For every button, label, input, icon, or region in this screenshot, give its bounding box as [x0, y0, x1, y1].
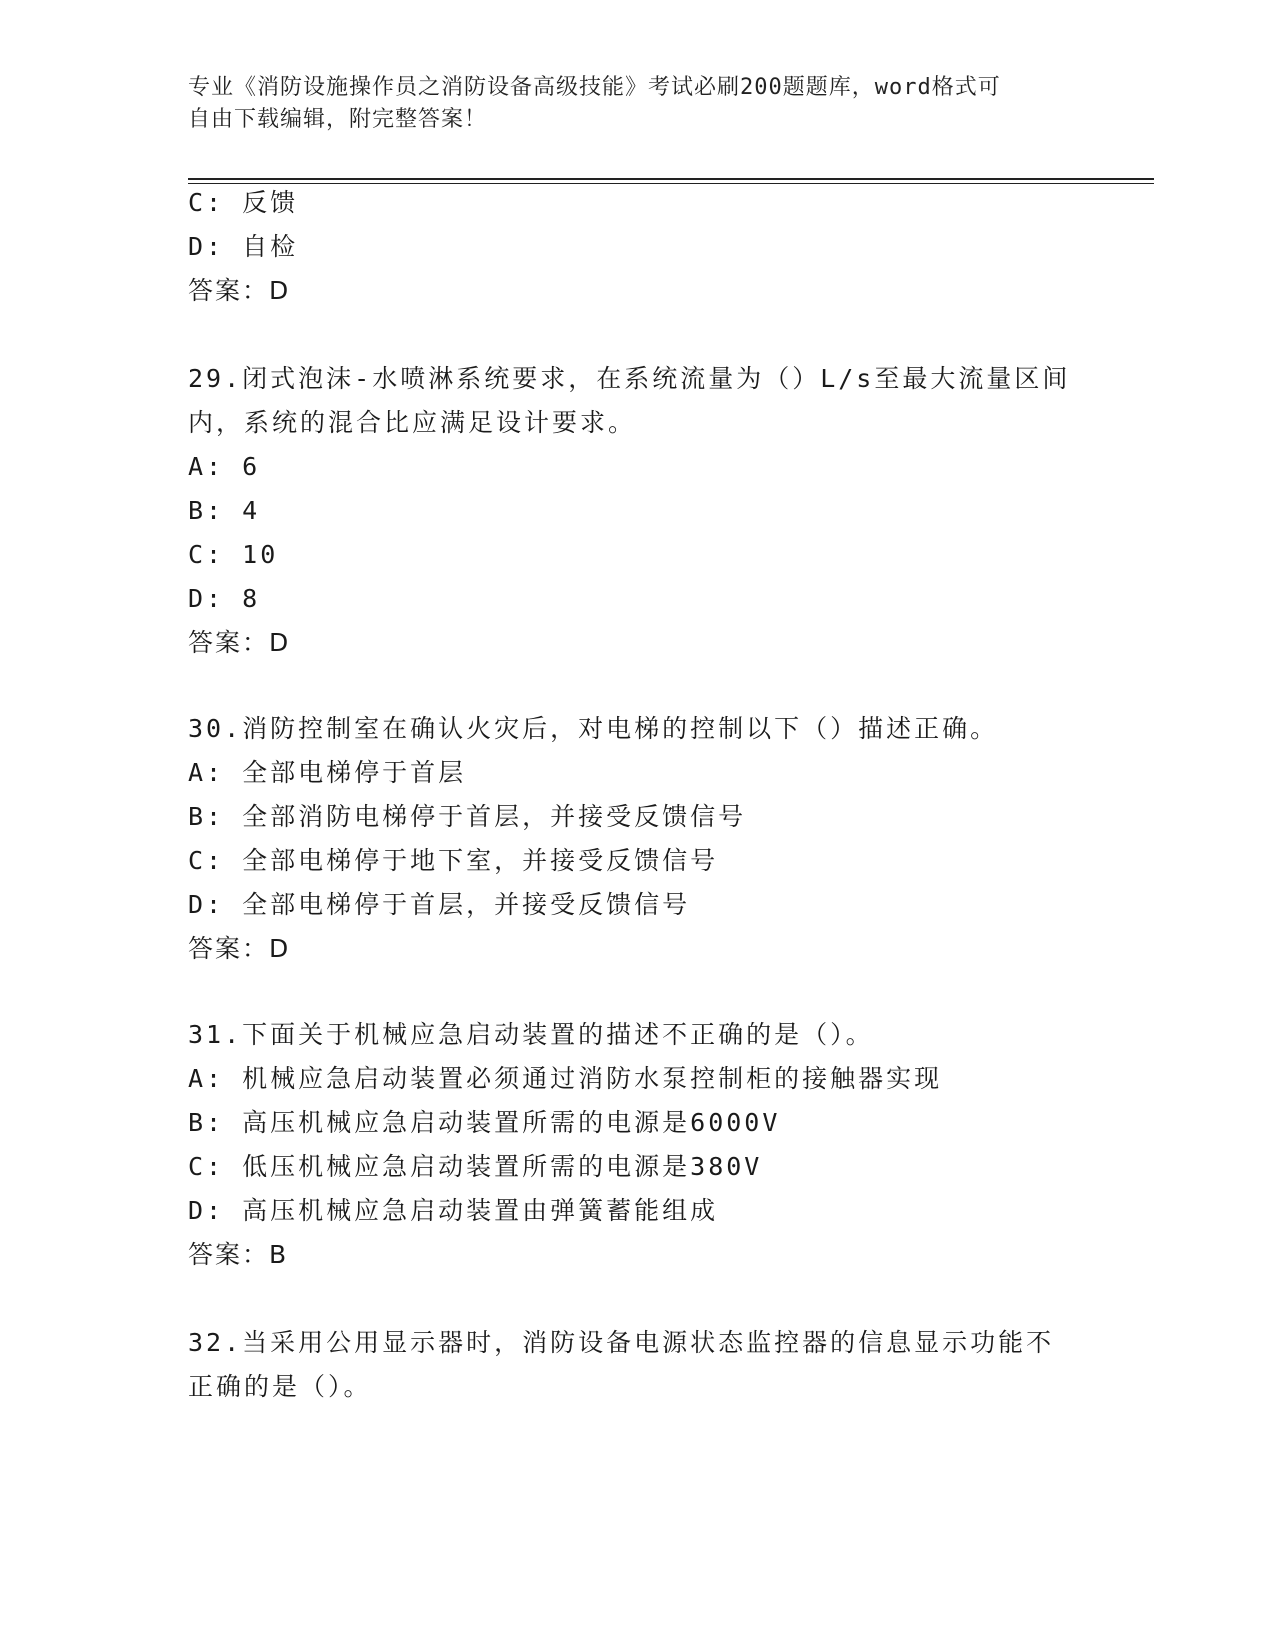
question-stem: 31.下面关于机械应急启动装置的描述不正确的是（）。	[188, 1020, 874, 1049]
option-d: D: 高压机械应急启动装置由弹簧蓄能组成	[188, 1196, 719, 1225]
question-stem-continued: 正确的是（）。	[188, 1372, 372, 1401]
header-divider-thin	[188, 183, 1154, 184]
header-line-2: 自由下载编辑，附完整答案！	[188, 107, 488, 132]
answer-line: 答案：B	[188, 1240, 289, 1269]
question-stem: 32.当采用公用显示器时，消防设备电源状态监控器的信息显示功能不	[188, 1328, 1055, 1357]
option-a: A: 机械应急启动装置必须通过消防水泵控制柜的接触器实现	[188, 1064, 943, 1093]
option-b: B: 全部消防电梯停于首层，并接受反馈信号	[188, 802, 747, 831]
option-c: C: 低压机械应急启动装置所需的电源是380V	[188, 1152, 763, 1181]
option-b: B: 高压机械应急启动装置所需的电源是6000V	[188, 1108, 781, 1137]
header-divider-thick	[188, 178, 1154, 180]
answer-line: 答案：D	[188, 934, 291, 963]
question-stem: 30.消防控制室在确认火灾后，对电梯的控制以下（）描述正确。	[188, 714, 999, 743]
option-d: D: 自检	[188, 232, 299, 261]
answer-line: 答案：D	[188, 628, 291, 657]
option-b: B: 4	[188, 496, 261, 525]
option-d: D: 8	[188, 584, 261, 613]
option-c: C: 反馈	[188, 188, 299, 217]
option-a: A: 6	[188, 452, 261, 481]
question-stem: 29.闭式泡沫-水喷淋系统要求，在系统流量为（）L/s至最大流量区间	[188, 364, 1071, 393]
option-c: C: 全部电梯停于地下室，并接受反馈信号	[188, 846, 719, 875]
question-stem-continued: 内，系统的混合比应满足设计要求。	[188, 408, 637, 437]
option-d: D: 全部电梯停于首层，并接受反馈信号	[188, 890, 691, 919]
option-c: C: 10	[188, 540, 279, 569]
answer-line: 答案：D	[188, 276, 291, 305]
document-header	[188, 72, 1088, 136]
option-a: A: 全部电梯停于首层	[188, 758, 467, 787]
header-line-1: 专业《消防设施操作员之消防设备高级技能》考试必刷200题题库，word格式可	[188, 75, 1001, 100]
